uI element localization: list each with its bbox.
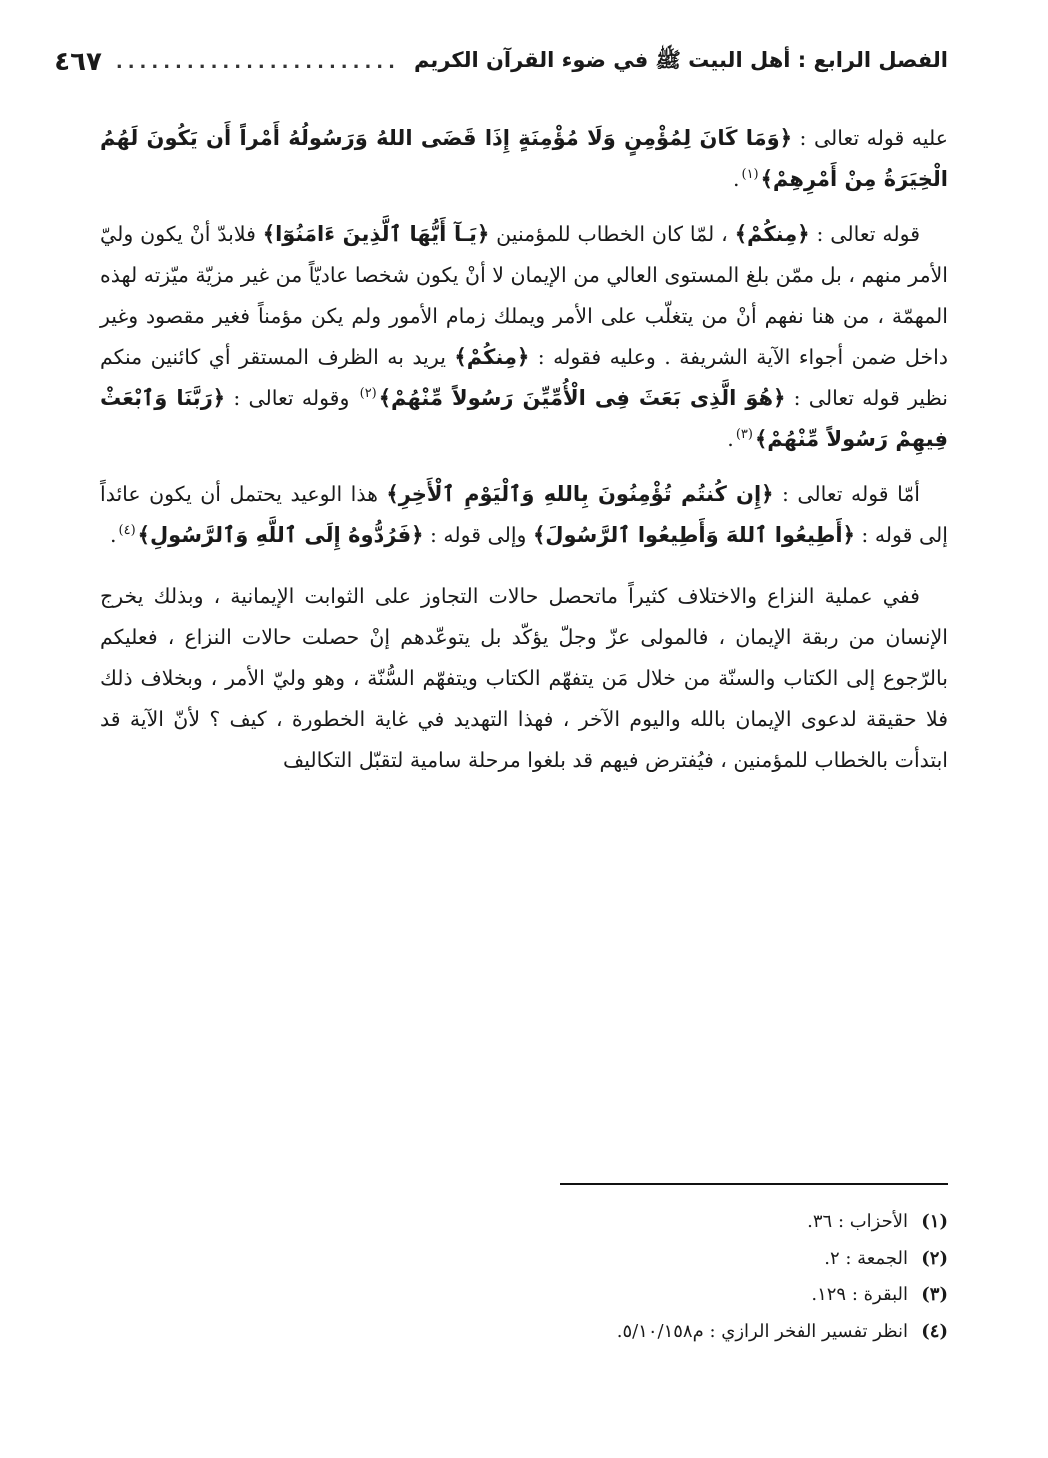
- main-text: [100, 118, 948, 795]
- footnote-text: الأحزاب : ٣٦.: [807, 1211, 908, 1232]
- body-text-run: وقوله تعالى :: [225, 386, 358, 410]
- running-header: [54, 38, 948, 86]
- quran-verse: ﴿مِنكُمْ﴾: [734, 222, 810, 246]
- footnote-reference: (٢): [359, 386, 377, 402]
- body-text-run: قوله تعالى :: [809, 222, 920, 246]
- footnote-number: (١): [921, 1211, 948, 1232]
- body-text-run: عليه قوله تعالى :: [792, 126, 948, 150]
- footnote-text: انظر تفسير الفخر الرازي : م٥/١٠/١٥٨.: [616, 1320, 908, 1342]
- footnotes: [100, 1204, 948, 1350]
- chapter-title: الفصل الرابع : أهل البيت ﷺ في ضوء القرآن الكريم: [413, 47, 948, 72]
- footnote-item: [100, 1204, 948, 1241]
- body-text-run: .: [732, 167, 740, 191]
- footnote-number: (٣): [921, 1284, 948, 1305]
- paragraph-4: [100, 576, 948, 781]
- quran-verse: ﴿مِنكُمْ﴾: [454, 345, 530, 369]
- body-text-run: .: [109, 523, 117, 547]
- footnote-text: الجمعة : ٢.: [824, 1247, 908, 1269]
- body-text-run: أمّا قوله تعالى :: [773, 482, 921, 506]
- footnote-reference: (١): [741, 167, 759, 183]
- body-text-run: وإلى قوله :: [423, 523, 533, 547]
- footnote-reference: (٤): [118, 523, 136, 539]
- footnote-number: (٢): [921, 1247, 948, 1269]
- body-text-run: يريد به الظرف المستقر أي كائنين منكم نظير قوله تعالى :: [100, 345, 949, 410]
- footnote-item: [100, 1241, 948, 1278]
- footnote-item: [100, 1277, 948, 1314]
- body-text-run: ففي عملية النزاع والاختلاف كثيراً ماتحصل حالات التجاوز على الثوابت الإيمانية ، وبذلك يخرج الإنسان من ربقة الإيمان ، فالمولى عزّ وجلّ يؤكّد بل يتوعّدهم إنْ حصلت حالات النزاع ، فعليكم بالرّجوع إلى الكتاب والسنّة من خلال مَن يتفهّم الكتاب ويتفهّم السُّنّة ، وهو وليّ الأمر ، وبخلاف ذلك فلا حقيقة لدعوى الإيمان بالله واليوم الآخر ، فهذا التهديد في غاية الخطورة ، كيف ؟ لأنّ الآية قد ابتدأت بالخطاب للمؤمنين ، فيُفترض فيهم قد بلغوا مرحلة سامية لتقبّل التكاليف: [100, 584, 948, 772]
- footnote-reference: (٣): [735, 427, 753, 443]
- page-number: ٤٦٧: [54, 47, 102, 77]
- quran-verse: ﴿يَـآ أَيُّهَا ٱلَّذِينَ ءَامَنُوٓا﴾: [262, 222, 490, 246]
- quran-verse: ﴿إِن كُنتُم تُؤْمِنُونَ بِاللهِ وَٱلْيَوْمِ ٱلْأَخِرِ﴾: [386, 482, 774, 506]
- body-text-run: .: [727, 427, 734, 451]
- quran-verse: ﴿رَبَّنَا وَٱبْعَثْ فِيهِمْ رَسُولاً مِّنْهُمْ﴾: [100, 386, 948, 451]
- body-text-run: فلابدّ أنْ يكون وليّ الأمر منهم ، بل ممّن بلغ المستوى العالي من الإيمان لا أنْ يكون شخصا عاديّاً من غير مزيّة ميّزته لهذه المهمّة ، من هنا نفهم أنْ من يتغلّب على الأمر ويملك زمام الأمور ولم يكن مؤمناً فغير مقصود وغير داخل ضمن أجواء الآية الشريفة . وعليه فقوله :: [100, 222, 949, 369]
- footnote-text: البقرة : ١٢٩.: [811, 1284, 908, 1305]
- footnote-number: (٤): [921, 1320, 948, 1342]
- leader-dots: ........................: [115, 51, 400, 73]
- paragraph-1: [100, 118, 948, 200]
- paragraph-3: [100, 474, 948, 556]
- body-text-run: هذا الوعيد يحتمل أن يكون عائداً إلى قوله :: [100, 482, 948, 547]
- quran-verse: ﴿فَرُدُّوهُ إِلَى ٱللَّهِ وَٱلرَّسُولِ﴾: [137, 523, 424, 547]
- footnote-item: [100, 1314, 948, 1351]
- quran-verse: ﴿هُوَ الَّذِى بَعَثَ فِى الْأُمِّيِّنَ رَسُولاً مِّنْهُمْ﴾: [378, 386, 786, 410]
- body-text-run: ، لمّا كان الخطاب للمؤمنين: [489, 222, 735, 246]
- footnote-separator: [560, 1183, 948, 1185]
- quran-verse: ﴿وَمَا كَانَ لِمُؤْمِنٍ وَلَا مُؤْمِنَةٍ إِذَا قَضَى اللهُ وَرَسُولُهُ أَمْراً أَن يَكُونَ لَهُمُ الْخِيَرَةُ مِنْ أَمْرِهِمْ﴾: [100, 126, 948, 191]
- paragraph-2: [100, 214, 948, 460]
- quran-verse: ﴿أَطِيعُوا ٱللهَ وَأَطِيعُوا ٱلرَّسُولَ﴾: [532, 523, 855, 547]
